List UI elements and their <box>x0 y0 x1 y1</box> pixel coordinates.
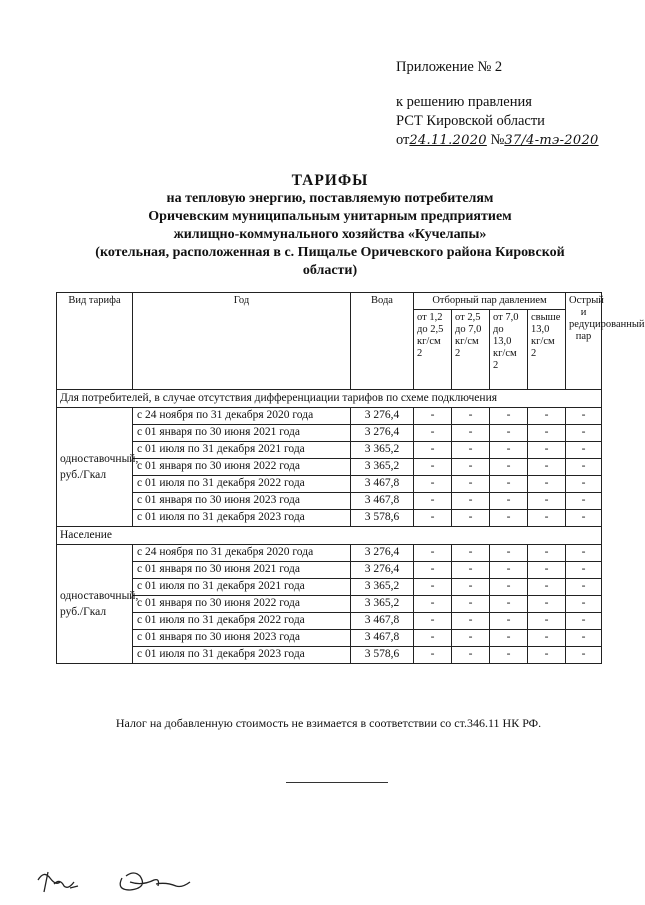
water-value: 3 276,4 <box>351 408 414 425</box>
sharp-value: - <box>566 459 602 476</box>
p4-value: - <box>528 459 566 476</box>
p4-value: - <box>528 562 566 579</box>
p4-value: - <box>528 545 566 562</box>
water-value: 3 467,8 <box>351 476 414 493</box>
p4-value: - <box>528 442 566 459</box>
p3-value: - <box>490 510 528 527</box>
table-row <box>57 545 602 562</box>
sharp-value: - <box>566 596 602 613</box>
p3-value: - <box>490 562 528 579</box>
period-cell: с 01 января по 30 июня 2021 года <box>133 425 351 442</box>
header-year: Год <box>133 293 351 390</box>
separator-line <box>286 782 388 783</box>
table-row <box>57 493 602 510</box>
p2-value: - <box>452 459 490 476</box>
header-row-1 <box>57 293 602 310</box>
title-line-3: жилищно-коммунального хозяйства «Кучелапы» <box>173 227 487 242</box>
p2-value: - <box>452 613 490 630</box>
sharp-value: - <box>566 545 602 562</box>
p1-value: - <box>414 630 452 647</box>
table-row <box>57 613 602 630</box>
p4-value: - <box>528 630 566 647</box>
p3-value: - <box>490 459 528 476</box>
table-row <box>57 408 602 425</box>
p4-value: - <box>528 425 566 442</box>
sharp-value: - <box>566 510 602 527</box>
sharp-value: - <box>566 408 602 425</box>
appendix-block <box>396 58 599 150</box>
p3-value: - <box>490 476 528 493</box>
table-row <box>57 630 602 647</box>
p3-value: - <box>490 408 528 425</box>
water-value: 3 276,4 <box>351 545 414 562</box>
p1-value: - <box>414 562 452 579</box>
header-pressure-2: от 2,5 до 7,0 кг/см 2 <box>452 310 490 390</box>
water-value: 3 365,2 <box>351 459 414 476</box>
p1-value: - <box>414 613 452 630</box>
period-cell: с 01 июля по 31 декабря 2022 года <box>133 613 351 630</box>
period-cell: с 24 ноября по 31 декабря 2020 года <box>133 545 351 562</box>
water-value: 3 467,8 <box>351 630 414 647</box>
sharp-value: - <box>566 442 602 459</box>
water-value: 3 276,4 <box>351 425 414 442</box>
tariff-kind: одноставочный, руб./Гкал <box>57 408 133 527</box>
sharp-value: - <box>566 562 602 579</box>
table-row <box>57 647 602 664</box>
sharp-value: - <box>566 476 602 493</box>
water-value: 3 467,8 <box>351 613 414 630</box>
title-line-1: на тепловую энергию, поставляемую потребителям <box>166 191 494 206</box>
water-value: 3 365,2 <box>351 442 414 459</box>
table-row <box>57 459 602 476</box>
p3-value: - <box>490 613 528 630</box>
water-value: 3 276,4 <box>351 562 414 579</box>
p2-value: - <box>452 425 490 442</box>
signature-image <box>30 860 200 900</box>
handwritten-date: 24.11.2020 <box>409 133 487 148</box>
table-row <box>57 579 602 596</box>
p1-value: - <box>414 579 452 596</box>
header-sharp-steam: Острый и редуцированный пар <box>566 293 602 390</box>
header-pressure-1: от 1,2 до 2,5 кг/см 2 <box>414 310 452 390</box>
p2-value: - <box>452 647 490 664</box>
p1-value: - <box>414 596 452 613</box>
table-row <box>57 510 602 527</box>
section-row <box>57 527 602 545</box>
section-title: Для потребителей, в случае отсутствия дифференциации тарифов по схеме подключения <box>57 390 602 408</box>
water-value: 3 365,2 <box>351 596 414 613</box>
tariffs-table <box>56 292 645 664</box>
p2-value: - <box>452 493 490 510</box>
p4-value: - <box>528 579 566 596</box>
p3-value: - <box>490 442 528 459</box>
period-cell: с 01 января по 30 июня 2021 года <box>133 562 351 579</box>
header-pressure-3: от 7,0 до 13,0 кг/см 2 <box>490 310 528 390</box>
p3-value: - <box>490 579 528 596</box>
p3-value: - <box>490 493 528 510</box>
sharp-value: - <box>566 647 602 664</box>
p1-value: - <box>414 545 452 562</box>
section-row <box>57 390 602 408</box>
p3-value: - <box>490 545 528 562</box>
handwritten-number: 37/4-тэ-2020 <box>504 133 599 148</box>
period-cell: с 01 июля по 31 декабря 2022 года <box>133 476 351 493</box>
sharp-value: - <box>566 425 602 442</box>
p4-value: - <box>528 408 566 425</box>
sharp-value: - <box>566 630 602 647</box>
table-row <box>57 425 602 442</box>
water-value: 3 467,8 <box>351 493 414 510</box>
p2-value: - <box>452 596 490 613</box>
period-cell: с 01 января по 30 июня 2023 года <box>133 630 351 647</box>
sharp-value: - <box>566 493 602 510</box>
number-prefix: № <box>490 132 505 148</box>
p3-value: - <box>490 425 528 442</box>
p1-value: - <box>414 459 452 476</box>
document-title <box>60 172 600 280</box>
p1-value: - <box>414 510 452 527</box>
p4-value: - <box>528 493 566 510</box>
p2-value: - <box>452 545 490 562</box>
appendix-date-line <box>396 131 599 150</box>
p1-value: - <box>414 425 452 442</box>
sharp-value: - <box>566 579 602 596</box>
p4-value: - <box>528 476 566 493</box>
water-value: 3 365,2 <box>351 579 414 596</box>
tariff-kind: одноставочный, руб./Гкал <box>57 545 133 664</box>
p3-value: - <box>490 596 528 613</box>
p4-value: - <box>528 613 566 630</box>
header-steam: Отборный пар давлением <box>414 293 566 310</box>
p1-value: - <box>414 493 452 510</box>
p2-value: - <box>452 476 490 493</box>
water-value: 3 578,6 <box>351 647 414 664</box>
appendix-line-1: к решению правления <box>396 94 532 110</box>
date-prefix: от <box>396 132 410 148</box>
p4-value: - <box>528 510 566 527</box>
appendix-number: Приложение № 2 <box>396 59 503 75</box>
p4-value: - <box>528 596 566 613</box>
p2-value: - <box>452 562 490 579</box>
p1-value: - <box>414 647 452 664</box>
title-line-2: Оричевским муниципальным унитарным предприятием <box>148 209 512 224</box>
p3-value: - <box>490 630 528 647</box>
section-title: Население <box>57 527 602 545</box>
title-main: ТАРИФЫ <box>291 172 369 189</box>
table-row <box>57 596 602 613</box>
table-row <box>57 476 602 493</box>
period-cell: с 24 ноября по 31 декабря 2020 года <box>133 408 351 425</box>
p1-value: - <box>414 476 452 493</box>
water-value: 3 578,6 <box>351 510 414 527</box>
appendix-line-2: РСТ Кировской области <box>396 113 545 129</box>
period-cell: с 01 января по 30 июня 2023 года <box>133 493 351 510</box>
p2-value: - <box>452 579 490 596</box>
p2-value: - <box>452 630 490 647</box>
p2-value: - <box>452 442 490 459</box>
p3-value: - <box>490 647 528 664</box>
header-water: Вода <box>351 293 414 390</box>
vat-note: Налог на добавленную стоимость не взимается в соответствии со ст.346.11 НК РФ. <box>115 716 542 730</box>
period-cell: с 01 июля по 31 декабря 2021 года <box>133 442 351 459</box>
p4-value: - <box>528 647 566 664</box>
header-pressure-4: свыше 13,0 кг/см 2 <box>528 310 566 390</box>
table-row <box>57 562 602 579</box>
p2-value: - <box>452 510 490 527</box>
period-cell: с 01 января по 30 июня 2022 года <box>133 596 351 613</box>
title-line-5: области) <box>302 263 358 278</box>
p2-value: - <box>452 408 490 425</box>
p1-value: - <box>414 408 452 425</box>
period-cell: с 01 января по 30 июня 2022 года <box>133 459 351 476</box>
period-cell: с 01 июля по 31 декабря 2023 года <box>133 647 351 664</box>
title-line-4: (котельная, расположенная в с. Пищалье Оричевского района Кировской <box>95 245 565 260</box>
table-row <box>57 442 602 459</box>
sharp-value: - <box>566 613 602 630</box>
period-cell: с 01 июля по 31 декабря 2023 года <box>133 510 351 527</box>
header-kind: Вид тарифа <box>57 293 133 390</box>
period-cell: с 01 июля по 31 декабря 2021 года <box>133 579 351 596</box>
p1-value: - <box>414 442 452 459</box>
